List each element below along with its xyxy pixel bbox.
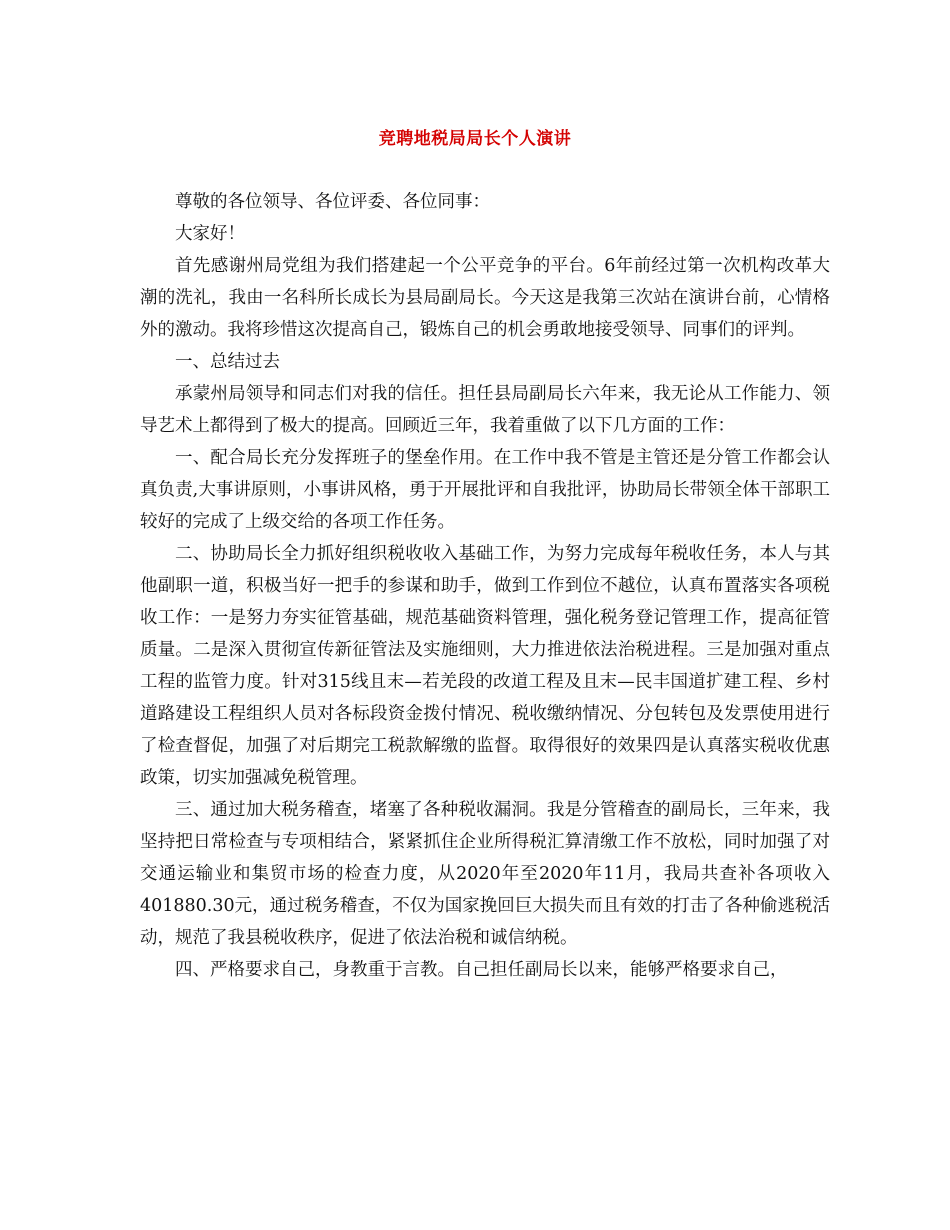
body-paragraph: 二、协助局长全力抓好组织税收收入基础工作，为努力完成每年税收任务，本人与其他副职一道，积极当好一把手的参谋和助手，做到工作到位不越位，认真布置落实各项税收工作：一是努力夯实征管基础，规范基础资料管理，强化税务登记管理工作，提高征管质量。二是深入贯彻宣传新征管法及实施细则，大力推进依法治税进程。三是加强对重点工程的监管力度。针对315线且末—若羌段的改道工程及且末—民丰国道扩建工程、乡村道路建设工程组织人员对各标段资金拨付情况、税收缴纳情况、分包转包及发票使用进行了检查督促，加强了对后期完工税款解缴的监督。取得很好的效果四是认真落实税收优惠政策，切实加强减免税管理。 (140, 544, 830, 788)
intro-paragraph: 首先感谢州局党组为我们搭建起一个公平竞争的平台。6年前经过第一次机构改革大潮的洗礼，我由一名科所长成长为县局副局长。今天这是我第三次站在演讲台前，心情格外的激动。我将珍惜这次提高自己，锻炼自己的机会勇敢地接受领导、同事们的评判。 (140, 256, 830, 340)
salutation-paragraph: 尊敬的各位领导、各位评委、各位同事： (175, 192, 490, 212)
body-paragraph: 承蒙州局领导和同志们对我的信任。担任县局副局长六年来，我无论从工作能力、领导艺术上都得到了极大的提高。回顾近三年，我着重做了以下几方面的工作： (140, 384, 830, 436)
section-heading: 一、总结过去 (175, 352, 280, 372)
body-paragraph: 四、严格要求自己，身教重于言教。自己担任副局长以来，能够严格要求自己， (175, 960, 788, 980)
greeting-paragraph: 大家好！ (175, 224, 245, 244)
document-title: 竞聘地税局局长个人演讲 (378, 129, 572, 149)
body-paragraph: 一、配合局长充分发挥班子的堡垒作用。在工作中我不管是主管还是分管工作都会认真负责,大事讲原则，小事讲风格，勇于开展批评和自我批评，协助局长带领全体干部职工较好的完成了上级交给的各项工作任务。 (140, 448, 830, 532)
document-body (140, 186, 830, 986)
body-paragraph: 三、通过加大税务稽查，堵塞了各种税收漏洞。我是分管稽查的副局长，三年来，我坚持把日常检查与专项相结合，紧紧抓住企业所得税汇算清缴工作不放松，同时加强了对交通运输业和集贸市场的检查力度，从2020年至2020年11月，我局共查补各项收入401880.30元，通过税务稽查，不仅为国家挽回巨大损失而且有效的打击了各种偷逃税活动，规范了我县税收秩序，促进了依法治税和诚信纳税。 (140, 800, 830, 948)
